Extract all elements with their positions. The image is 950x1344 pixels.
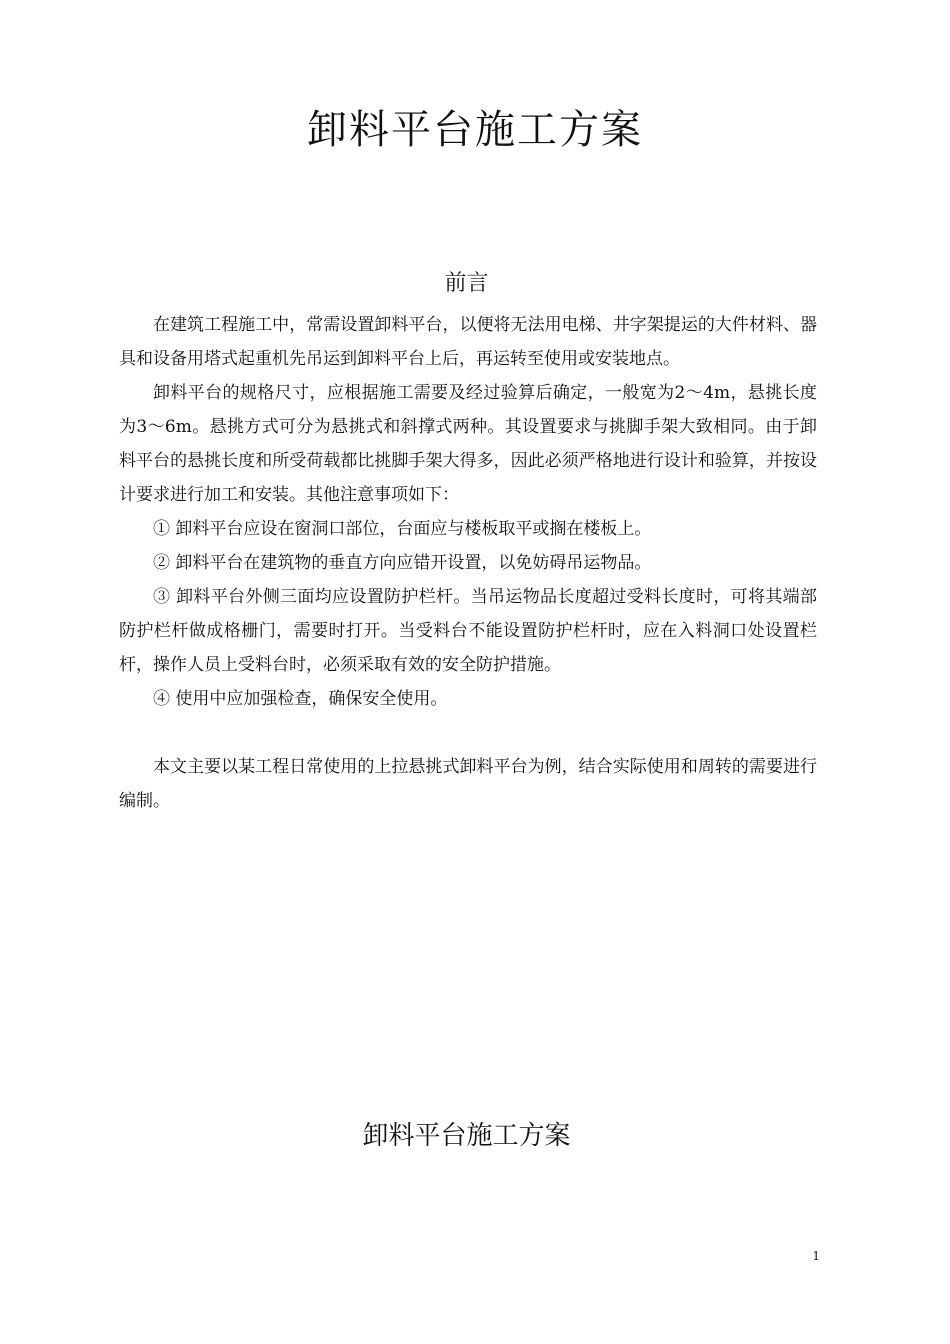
document-body — [119, 308, 817, 818]
section-heading-preface: 前言 — [444, 271, 489, 296]
page-number: 1 — [812, 1249, 820, 1263]
document-title: 卸料平台施工方案 — [307, 107, 643, 153]
paragraph-specifications: 卸料平台的规格尺寸，应根据施工需要及经过验算后确定，一般宽为2～4m，悬挑长度为3～6m。悬挑方式可分为悬挑式和斜撑式两种。其设置要求与挑脚手架大致相同。由于卸料平台的悬挑长度和所受荷载都比挑脚手架大得多，因此必须严格地进行设计和验算，并按设计要求进行加工和安装。其他注意事项如下： — [119, 383, 817, 505]
footer-title: 卸料平台施工方案 — [362, 1121, 571, 1151]
paragraph-note-1: ① 卸料平台应设在窗洞口部位，台面应与楼板取平或搁在楼板上。 — [153, 519, 652, 539]
paragraph-note-3: ③ 卸料平台外侧三面均应设置防护栏杆。当吊运物品长度超过受料长度时，可将其端部防护栏杆做成格栅门，需要时打开。当受料台不能设置防护栏杆时，应在入料洞口处设置栏杆，操作人员上受料台时，必须采取有效的安全防护措施。 — [119, 587, 817, 675]
paragraph-scope: 本文主要以某工程日常使用的上拉悬挑式卸料平台为例，结合实际使用和周转的需要进行编制。 — [119, 757, 817, 811]
paragraph-intro: 在建筑工程施工中，常需设置卸料平台，以便将无法用电梯、井字架提运的大件材料、器具和设备用塔式起重机先吊运到卸料平台上后，再运转至使用或安装地点。 — [119, 315, 817, 369]
paragraph-note-4: ④ 使用中应加强检查，确保安全使用。 — [153, 689, 448, 709]
paragraph-note-2: ② 卸料平台在建筑物的垂直方向应错开设置，以免妨碍吊运物品。 — [153, 553, 652, 573]
